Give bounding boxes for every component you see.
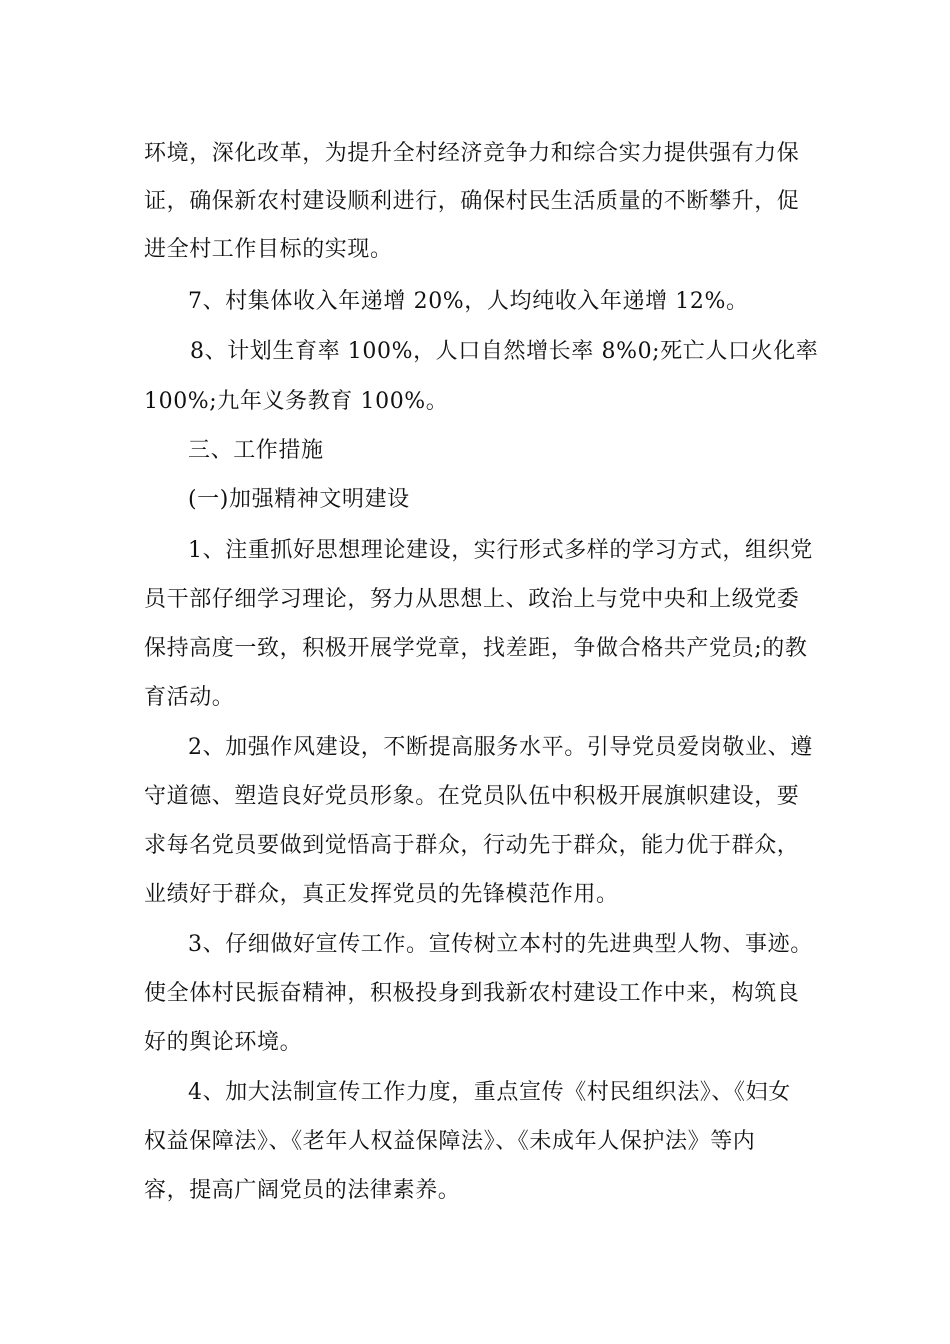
text-line: 4、加大法制宣传工作力度，重点宣传《村民组织法》、《妇女 <box>188 1080 791 1105</box>
text-line: 求每名党员要做到觉悟高于群众，行动先于群众，能力优于群众， <box>144 833 800 858</box>
text-line: 员干部仔细学习理论，努力从思想上、政治上与党中央和上级党委 <box>144 587 800 612</box>
text-line: 保持高度一致，积极开展学党章，找差距，争做合格共产党员;的教 <box>144 636 808 661</box>
subsection-heading: (一)加强精神文明建设 <box>188 487 410 512</box>
text-line: 容，提高广阔党员的法律素养。 <box>144 1178 461 1203</box>
text-line: 进全村工作目标的实现。 <box>144 237 393 262</box>
text-line: 使全体村民振奋精神，积极投身到我新农村建设工作中来，构筑良 <box>144 981 800 1006</box>
text-line: 3、仔细做好宣传工作。宣传树立本村的先进典型人物、事迹。 <box>188 932 813 957</box>
text-line: 100%;九年义务教育 100%。 <box>144 389 449 414</box>
section-heading: 三、工作措施 <box>188 438 324 463</box>
text-line: 证，确保新农村建设顺利进行，确保村民生活质量的不断攀升，促 <box>144 189 800 214</box>
text-line: 权益保障法》、《老年人权益保障法》、《未成年人保护法》等内 <box>144 1129 756 1154</box>
text-line: 1、注重抓好思想理论建设，实行形式多样的学习方式，组织党 <box>188 538 813 563</box>
text-line: 7、村集体收入年递增 20%，人均纯收入年递增 12%。 <box>188 289 749 314</box>
text-line: 守道德、塑造良好党员形象。在党员队伍中积极开展旗帜建设，要 <box>144 784 800 809</box>
text-line: 2、加强作风建设，不断提高服务水平。引导党员爱岗敬业、遵 <box>188 735 813 760</box>
text-line: 好的舆论环境。 <box>144 1030 303 1055</box>
text-line: 育活动。 <box>144 685 235 710</box>
text-line: 业绩好于群众，真正发挥党员的先锋模范作用。 <box>144 882 619 907</box>
text-line: 8、计划生育率 100%，人口自然增长率 8%0;死亡人口火化率 <box>190 339 819 364</box>
text-line: 环境，深化改革，为提升全村经济竞争力和综合实力提供强有力保 <box>144 141 800 166</box>
